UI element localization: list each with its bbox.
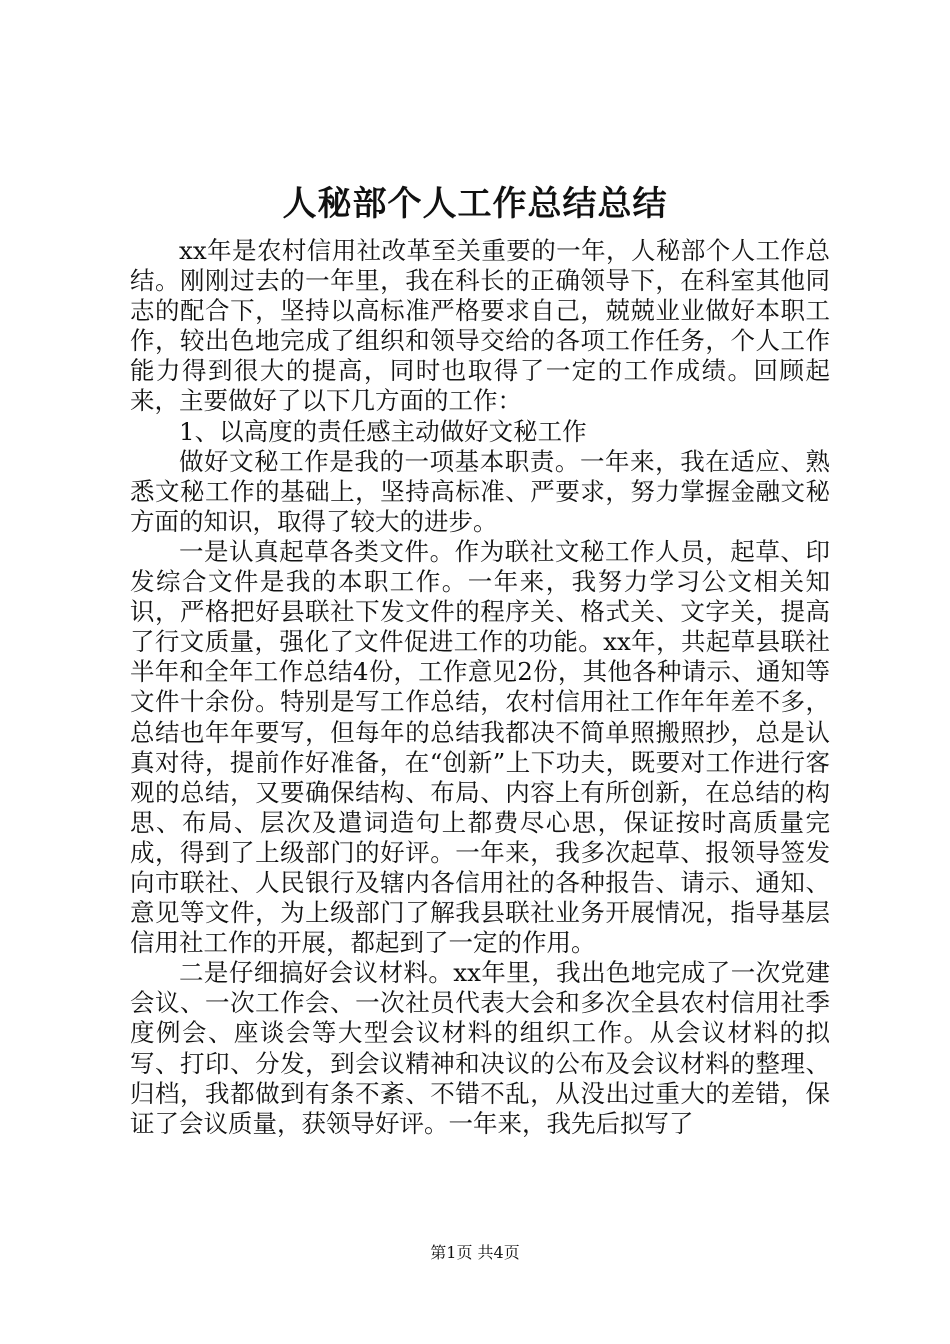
- document-title: 人秘部个人工作总结总结: [282, 184, 668, 224]
- paragraph-intro: xx年是农村信用社改革至关重要的一年，人秘部个人工作总结。刚刚过去的一年里，我在科长的正确领导下，在科室其他同志的配合下，坚持以高标准严格要求自己，兢兢业业做好本职工作，较出色地完成了组织和领导交给的各项工作任务，个人工作能力得到很大的提高，同时也取得了一定的工作成绩。回顾起来，主要做好了以下几方面的工作：: [130, 236, 830, 416]
- paragraph-drafting: 一是认真起草各类文件。作为联社文秘工作人员，起草、印发综合文件是我的本职工作。一年来，我努力学习公文相关知识，严格把好县联社下发文件的程序关、格式关、文字关，提高了行文质量，强化了文件促进工作的功能。xx年，共起草县联社半年和全年工作总结4份，工作意见2份，其他各种请示、通知等文件十余份。特别是写工作总结，农村信用社工作年年差不多，总结也年年要写，但每年的总结我都决不简单照搬照抄，总是认真对待，提前作好准备，在“创新”上下功夫，既要对工作进行客观的总结，又要确保结构、布局、内容上有所创新，在总结的构思、布局、层次及遣词造句上都费尽心思，保证按时高质量完成，得到了上级部门的好评。一年来，我多次起草、报领导签发向市联社、人民银行及辖内各信用社的各种报告、请示、通知、意见等文件，为上级部门了解我县联社业务开展情况，指导基层信用社工作的开展，都起到了一定的作用。: [130, 536, 830, 958]
- paragraph-meetings: 二是仔细搞好会议材料。xx年里，我出色地完成了一次党建会议、一次工作会、一次社员代表大会和多次全县农村信用社季度例会、座谈会等大型会议材料的组织工作。从会议材料的拟写、打印、分发，到会议精神和决议的公布及会议材料的整理、归档，我都做到有条不紊、不错不乱，从没出过重大的差错，保证了会议质量，获领导好评。一年来，我先后拟写了: [130, 958, 830, 1138]
- document-body: [130, 236, 830, 1139]
- section-heading-1: 1、以高度的责任感主动做好文秘工作: [179, 416, 587, 446]
- page-footer: 第1页 共4页: [430, 1243, 520, 1262]
- paragraph-duty: 做好文秘工作是我的一项基本职责。一年来，我在适应、熟悉文秘工作的基础上，坚持高标准、严要求，努力掌握金融文秘方面的知识，取得了较大的进步。: [130, 446, 830, 536]
